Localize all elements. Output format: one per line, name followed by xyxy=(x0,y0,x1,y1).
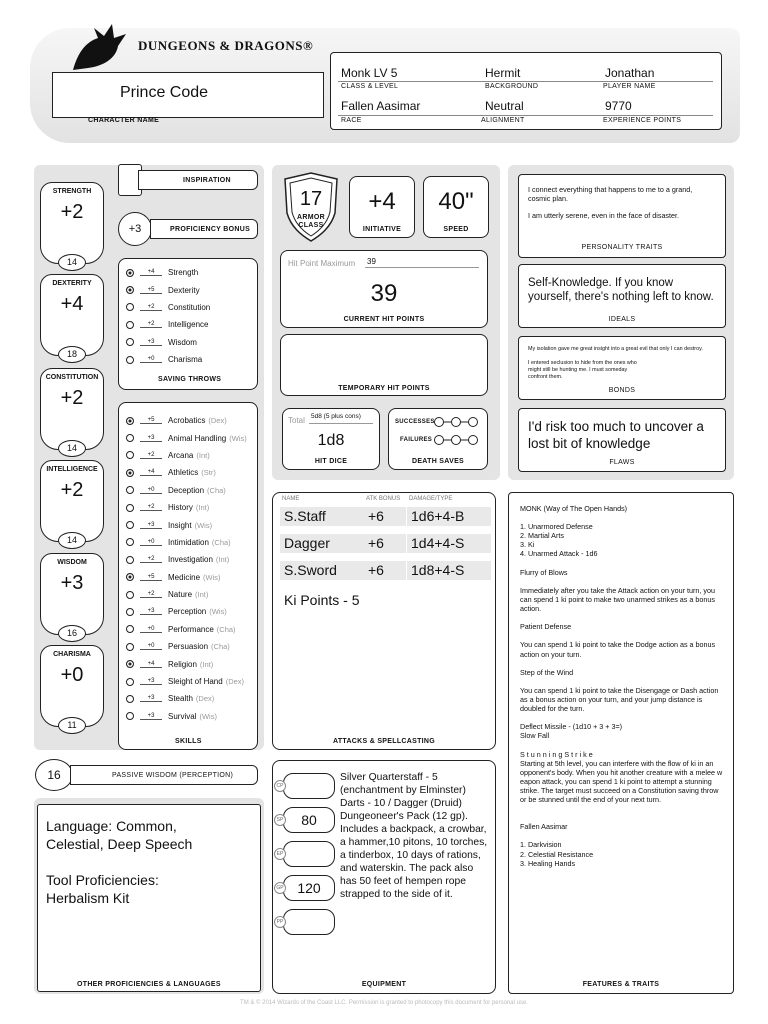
languages-line-1[interactable]: Language: Common, xyxy=(46,818,177,834)
save-name: Strength xyxy=(168,268,199,278)
ability-wisdom[interactable] xyxy=(40,553,104,638)
hit-dice-total[interactable]: 5d8 (5 plus cons) xyxy=(311,413,361,420)
ability-name: STRENGTH xyxy=(52,188,92,195)
proficiency-dot[interactable] xyxy=(126,591,134,599)
skill-modifier: +0 xyxy=(140,643,162,650)
skill-row[interactable] xyxy=(126,673,254,690)
ability-name: CHARISMA xyxy=(53,651,91,658)
proficiency-dot[interactable] xyxy=(126,451,134,459)
skill-name: Acrobatics xyxy=(168,416,206,426)
personality-traits-1: I connect everything that happens to me to a grand, cosmic plan. xyxy=(528,185,693,204)
failure-circles[interactable] xyxy=(433,433,479,451)
footer-copyright: TM & © 2014 Wizards of the Coast LLC. Permission is granted to photocopy this document for personal use. xyxy=(240,1000,528,1006)
saving-throw-row[interactable] xyxy=(126,299,254,316)
ability-modifier: +4 xyxy=(60,293,84,315)
skill-modifier: +3 xyxy=(140,695,162,702)
skill-row[interactable] xyxy=(126,551,254,568)
skill-modifier: +0 xyxy=(140,539,162,546)
proficiency-dot[interactable] xyxy=(126,303,134,311)
skill-name: Stealth xyxy=(168,694,193,704)
skill-row[interactable] xyxy=(126,603,254,620)
feature-line: Deflect Missile - (1d10 + 3 + 3=) xyxy=(520,722,623,732)
skill-row[interactable] xyxy=(126,412,254,429)
hit-dice-label: HIT DICE xyxy=(314,458,348,465)
attack-damage[interactable]: 1d6+4-B xyxy=(407,507,491,526)
skill-ability: (Wis) xyxy=(199,711,217,721)
skill-ability: (Wis) xyxy=(229,433,247,443)
skill-row[interactable] xyxy=(126,638,254,655)
saving-throw-row[interactable] xyxy=(126,351,254,368)
attack-damage[interactable]: 1d8+4-S xyxy=(407,561,491,580)
skill-modifier: +2 xyxy=(140,591,162,598)
background-label: BACKGROUND xyxy=(485,83,539,90)
saving-throw-row[interactable] xyxy=(126,334,254,351)
ability-score[interactable]: 16 xyxy=(58,625,86,642)
current-hit-points-label: CURRENT HIT POINTS xyxy=(343,316,425,323)
skill-name: Deception xyxy=(168,485,205,495)
hp-max-underline xyxy=(365,267,479,268)
skill-modifier: +0 xyxy=(140,626,162,633)
skill-name: Investigation xyxy=(168,555,213,565)
proficiency-dot[interactable] xyxy=(126,643,134,651)
attacks-box xyxy=(272,492,496,750)
coin-type: PP xyxy=(274,916,286,928)
feature-line xyxy=(520,613,724,622)
proficiency-dot[interactable] xyxy=(126,573,134,581)
equipment-label: EQUIPMENT xyxy=(361,981,407,988)
background[interactable]: Hermit xyxy=(485,66,521,80)
feature-line: 1. Unarmored Defense xyxy=(520,522,593,532)
initiative-label: INITIATIVE xyxy=(362,226,402,233)
feature-line: Fallen Aasimar xyxy=(520,822,568,832)
proficiency-bonus-circle[interactable]: +3 xyxy=(118,212,152,246)
feature-line: Patient Defense xyxy=(520,622,572,632)
coin-type: SP xyxy=(274,814,286,826)
bonds-text-2: I entered seclusion to hide from the ones who might still be hunting me. I must someday confront them. xyxy=(528,360,637,380)
proficiency-dot[interactable] xyxy=(126,660,134,668)
coin-pp[interactable] xyxy=(276,909,335,935)
feature-line: You can spend 1 ki point to take the Dodge action as a bonus action on your turn. xyxy=(520,640,716,659)
skill-name: Animal Handling xyxy=(168,433,227,443)
skill-ability: (Int) xyxy=(215,555,230,565)
tools-line-1[interactable]: Tool Proficiencies: xyxy=(46,872,159,888)
coin-sp[interactable] xyxy=(276,807,335,833)
hit-dice-underline xyxy=(309,423,373,424)
skill-row[interactable] xyxy=(126,464,254,481)
proficiency-dot[interactable] xyxy=(126,504,134,512)
feature-line xyxy=(520,577,724,586)
skill-modifier: +4 xyxy=(140,661,162,668)
skill-name: Performance xyxy=(168,624,214,634)
speed-value: 40" xyxy=(438,188,474,215)
feature-line: 2. Celestial Resistance xyxy=(520,849,594,859)
inspiration-label: INSPIRATION xyxy=(183,177,231,184)
divider-header xyxy=(338,81,713,82)
skill-ability: (Cha) xyxy=(211,642,230,652)
attacks-col-bonus: ATK BONUS xyxy=(366,496,401,502)
skill-name: Arcana xyxy=(168,450,194,460)
equipment-text[interactable]: Silver Quarterstaff - 5 (enchantment by Elminster) Darts - 10 / Dagger (Druid) Dungeoneer's Pack (12 gp). Includes a backpack, a crowbar, a hammer,10 pitons, 10 torches, a tinderbox, 10 days of rations, and waterskin. The pack also has 50 feet of hempen rope strapped to the side of it. xyxy=(340,772,488,900)
save-name: Intelligence xyxy=(168,320,209,330)
flaws-label: FLAWS xyxy=(609,459,635,466)
alignment-label: ALIGNMENT xyxy=(481,117,525,124)
attack-name[interactable]: S.Sword xyxy=(280,561,364,580)
feature-line: Immediately after you take the Attack action on your turn, you can spend 1 ki point to make two unarmed strikes as a bonus action. xyxy=(520,585,715,614)
ability-modifier: +2 xyxy=(60,479,84,501)
save-name: Charisma xyxy=(168,355,203,365)
current-hit-points-value: 39 xyxy=(370,280,398,307)
skill-modifier: +3 xyxy=(140,713,162,720)
skill-row[interactable] xyxy=(126,482,254,499)
divider-header-2 xyxy=(338,115,713,116)
attack-bonus[interactable]: +6 xyxy=(364,534,406,553)
save-modifier: +5 xyxy=(140,287,162,294)
saving-throw-row[interactable] xyxy=(126,281,254,298)
skill-modifier: +2 xyxy=(140,556,162,563)
attack-name[interactable]: S.Staff xyxy=(280,507,364,526)
ability-strength[interactable] xyxy=(40,182,104,267)
saving-throw-row[interactable] xyxy=(126,264,254,281)
player-name-label: PLAYER NAME xyxy=(603,83,656,90)
coin-cp[interactable] xyxy=(276,773,335,799)
proficiency-dot[interactable] xyxy=(126,286,134,294)
feature-line xyxy=(520,740,724,749)
skills-label: SKILLS xyxy=(175,738,202,745)
skill-ability: (Int) xyxy=(199,659,214,669)
save-name: Constitution xyxy=(168,302,211,312)
bonds-label: BONDS xyxy=(608,387,636,394)
feature-line xyxy=(520,804,724,813)
character-name-label: CHARACTER NAME xyxy=(88,117,160,124)
skill-modifier: +3 xyxy=(140,522,162,529)
feature-line xyxy=(520,831,724,840)
skill-modifier: +4 xyxy=(140,469,162,476)
coin-value: 120 xyxy=(297,880,321,896)
skill-row[interactable] xyxy=(126,621,254,638)
feature-line xyxy=(520,513,724,522)
proficiency-dot[interactable] xyxy=(126,486,134,494)
skill-row[interactable] xyxy=(126,569,254,586)
skill-name: History xyxy=(168,503,193,513)
hit-dice-total-label: Total xyxy=(288,416,305,425)
proficiency-dot[interactable] xyxy=(126,695,134,703)
logo-text: DUNGEONS & DRAGONS® xyxy=(138,38,314,53)
languages-line-2[interactable]: Celestial, Deep Speech xyxy=(46,836,193,852)
ability-charisma[interactable] xyxy=(40,645,104,730)
bonds-text-1: My isolation gave me great insight into a great evil that only I can destroy. xyxy=(528,346,703,352)
feature-line xyxy=(520,659,724,668)
death-saves-failures-label: FAILURES xyxy=(400,437,433,443)
armor-class-value: 17 xyxy=(299,188,323,210)
skill-ability: (Cha) xyxy=(207,485,226,495)
feature-line: You can spend 1 ki point to take the Disengage or Dash action as a bonus action on your turn, and your jump distance is doubled for the turn. xyxy=(520,685,719,714)
skill-name: Intimidation xyxy=(168,537,209,547)
coin-value: 80 xyxy=(301,812,317,828)
skill-modifier: +3 xyxy=(140,435,162,442)
skill-ability: (Dex) xyxy=(208,416,227,426)
skill-name: Perception xyxy=(168,607,207,617)
proficiency-dot[interactable] xyxy=(126,338,134,346)
ability-name: DEXTERITY xyxy=(52,280,92,287)
coin-type: EP xyxy=(274,848,286,860)
character-name[interactable]: Prince Code xyxy=(120,84,209,101)
proficiency-dot[interactable] xyxy=(126,625,134,633)
race-label: RACE xyxy=(341,117,362,124)
feature-line: S t u n n i n g S t r i k e xyxy=(520,749,593,759)
dragon-logo-icon xyxy=(68,22,128,74)
skills-list xyxy=(126,412,254,725)
feature-line: Step of the Wind xyxy=(520,667,574,677)
coin-type: GP xyxy=(274,882,286,894)
proficiency-dot[interactable] xyxy=(126,608,134,616)
feature-line: 4. Unarmed Attack - 1d6 xyxy=(520,549,598,559)
skill-modifier: +2 xyxy=(140,452,162,459)
class-level[interactable]: Monk LV 5 xyxy=(341,66,398,80)
flaws-text: I'd risk too much to uncover a lost bit of knowledge xyxy=(528,419,704,451)
skill-ability: (Int) xyxy=(195,590,209,600)
feature-line xyxy=(520,813,724,822)
personality-traits-2: I am utterly serene, even in the face of disaster. xyxy=(528,211,680,220)
skill-ability: (Dex) xyxy=(195,694,215,704)
tools-line-2[interactable]: Herbalism Kit xyxy=(46,890,130,906)
class-level-label: CLASS & LEVEL xyxy=(341,83,399,90)
proficiency-dot[interactable] xyxy=(126,538,134,546)
ability-modifier: +3 xyxy=(60,572,84,594)
experience-points-label: EXPERIENCE POINTS xyxy=(603,117,682,124)
skill-modifier: +3 xyxy=(140,678,162,685)
feature-line: 3. Healing Hands xyxy=(520,858,576,868)
skill-name: Persuasion xyxy=(168,642,209,652)
save-name: Wisdom xyxy=(168,337,197,347)
attack-bonus[interactable]: +6 xyxy=(364,507,406,526)
ability-intelligence[interactable] xyxy=(40,460,104,545)
ability-modifier: +2 xyxy=(60,387,84,409)
initiative-value: +4 xyxy=(368,188,396,215)
save-name: Dexterity xyxy=(168,285,200,295)
save-modifier: +4 xyxy=(140,269,162,276)
ki-points[interactable]: Ki Points - 5 xyxy=(284,592,360,608)
race[interactable]: Fallen Aasimar xyxy=(341,99,421,113)
feature-line: Starting at 5th level, you can interfere with the flow of ki in an opponent's body. When you hit another creature with a melee w eapon attack, you can spend 1 ki point to attempt a stunning strike. The target must succeed on a Constitution saving throw or be stunned until the end of your next turn. xyxy=(520,758,723,804)
skill-row[interactable] xyxy=(126,655,254,672)
proficiency-dot[interactable] xyxy=(126,321,134,329)
feature-line xyxy=(520,713,724,722)
skill-ability: (Int) xyxy=(195,503,210,513)
skill-name: Religion xyxy=(168,659,197,669)
skill-ability: (Dex) xyxy=(225,677,245,687)
proficiency-dot[interactable] xyxy=(126,356,134,364)
passive-wisdom-label: PASSIVE WISDOM (PERCEPTION) xyxy=(112,772,234,779)
skill-modifier: +2 xyxy=(140,504,162,511)
attack-damage[interactable]: 1d4+4-S xyxy=(407,534,491,553)
proficiency-dot[interactable] xyxy=(126,417,134,425)
ability-name: WISDOM xyxy=(57,559,87,566)
attacks-col-name: NAME xyxy=(282,496,300,502)
skill-row[interactable] xyxy=(126,690,254,707)
features-label: FEATURES & TRAITS xyxy=(582,981,660,988)
hit-point-max-value[interactable]: 39 xyxy=(367,257,376,266)
passive-wisdom-circle[interactable]: 16 xyxy=(35,759,73,791)
ability-score[interactable]: 18 xyxy=(58,346,86,363)
death-saves-successes-label: SUCCESSES xyxy=(395,419,435,425)
proficiency-dot[interactable] xyxy=(126,556,134,564)
proficiency-dot[interactable] xyxy=(126,469,134,477)
ability-score[interactable]: 14 xyxy=(58,440,86,457)
proficiency-dot[interactable] xyxy=(126,269,134,277)
player-name[interactable]: Jonathan xyxy=(605,66,655,80)
skill-name: Survival xyxy=(168,711,197,721)
skill-row[interactable] xyxy=(126,586,254,603)
speed-label: SPEED xyxy=(443,226,469,233)
skill-ability: (Wis) xyxy=(209,607,227,617)
save-modifier: +2 xyxy=(140,304,162,311)
proficiency-dot[interactable] xyxy=(126,521,134,529)
skill-modifier: +0 xyxy=(140,487,162,494)
saving-throw-row[interactable] xyxy=(126,316,254,333)
feature-line: MONK (Way of The Open Hands) xyxy=(520,504,628,513)
save-modifier: +2 xyxy=(140,321,162,328)
feature-line: 2. Martial Arts xyxy=(520,531,564,541)
proficiency-bonus-label: PROFICIENCY BONUS xyxy=(170,226,251,233)
saving-throws-label: SAVING THROWS xyxy=(158,376,222,383)
hit-point-max-label: Hit Point Maximum xyxy=(288,259,356,268)
ability-score[interactable]: 11 xyxy=(58,717,86,734)
feature-line: Flurry of Blows xyxy=(520,567,568,577)
ideals-label: IDEALS xyxy=(608,316,636,323)
save-modifier: +3 xyxy=(140,339,162,346)
proficiency-dot[interactable] xyxy=(126,712,134,720)
attack-name[interactable]: Dagger xyxy=(280,534,364,553)
skill-modifier: +5 xyxy=(140,417,162,424)
success-circles[interactable] xyxy=(433,415,479,433)
personality-traits-label: PERSONALITY TRAITS xyxy=(581,244,663,251)
skill-row[interactable] xyxy=(126,708,254,725)
experience-points[interactable]: 9770 xyxy=(605,99,632,113)
ideals-text: Self-Knowledge. If you know yourself, there's nothing left to know. xyxy=(528,277,714,303)
skill-ability: (Int) xyxy=(196,450,210,460)
ability-modifier: +2 xyxy=(60,201,84,223)
feature-line xyxy=(520,677,724,686)
ability-score[interactable]: 14 xyxy=(58,532,86,549)
attack-bonus[interactable]: +6 xyxy=(364,561,406,580)
feature-line xyxy=(520,559,724,568)
skill-ability: (Wis) xyxy=(203,572,221,582)
armor-class-label: ARMOR CLASS xyxy=(297,214,325,229)
saving-throws-list xyxy=(126,264,254,368)
coin-gp[interactable] xyxy=(276,875,335,901)
skill-row[interactable] xyxy=(126,499,254,516)
hit-dice-value: 1d8 xyxy=(317,432,345,449)
features-text[interactable] xyxy=(520,504,724,868)
ability-constitution[interactable] xyxy=(40,368,104,453)
feature-line: 3. Ki xyxy=(520,540,535,550)
ability-modifier: +0 xyxy=(60,664,84,686)
skill-name: Nature xyxy=(168,590,193,600)
skill-name: Medicine xyxy=(168,572,201,582)
attacks-col-damage: DAMAGE/TYPE xyxy=(409,496,453,502)
ability-name: CONSTITUTION xyxy=(45,374,99,381)
ability-dexterity[interactable] xyxy=(40,274,104,359)
skill-name: Insight xyxy=(168,520,192,530)
skill-ability: (Str) xyxy=(201,468,216,478)
ability-score[interactable]: 14 xyxy=(58,254,86,271)
skill-name: Sleight of Hand xyxy=(168,677,223,687)
skill-modifier: +5 xyxy=(140,574,162,581)
temporary-hit-points-label: TEMPORARY HIT POINTS xyxy=(338,385,430,392)
coin-type: CP xyxy=(274,780,286,792)
feature-line: 1. Darkvision xyxy=(520,840,562,850)
skill-row[interactable] xyxy=(126,447,254,464)
proficiencies-label: OTHER PROFICIENCIES & LANGUAGES xyxy=(77,981,221,988)
skill-ability: (Wis) xyxy=(194,520,213,530)
coin-ep[interactable] xyxy=(276,841,335,867)
alignment[interactable]: Neutral xyxy=(485,99,524,113)
proficiency-dot[interactable] xyxy=(126,434,134,442)
skill-ability: (Cha) xyxy=(211,537,231,547)
skill-ability: (Cha) xyxy=(216,624,236,634)
skill-row[interactable] xyxy=(126,429,254,446)
feature-line xyxy=(520,631,724,640)
skill-modifier: +3 xyxy=(140,608,162,615)
skill-row[interactable] xyxy=(126,516,254,533)
death-saves-label: DEATH SAVES xyxy=(411,458,465,465)
proficiency-dot[interactable] xyxy=(126,678,134,686)
ability-name: INTELLIGENCE xyxy=(46,466,98,473)
attacks-label: ATTACKS & SPELLCASTING xyxy=(332,738,435,745)
save-modifier: +0 xyxy=(140,356,162,363)
skill-name: Athletics xyxy=(168,468,199,478)
skill-row[interactable] xyxy=(126,534,254,551)
feature-line: Slow Fall xyxy=(520,731,550,741)
